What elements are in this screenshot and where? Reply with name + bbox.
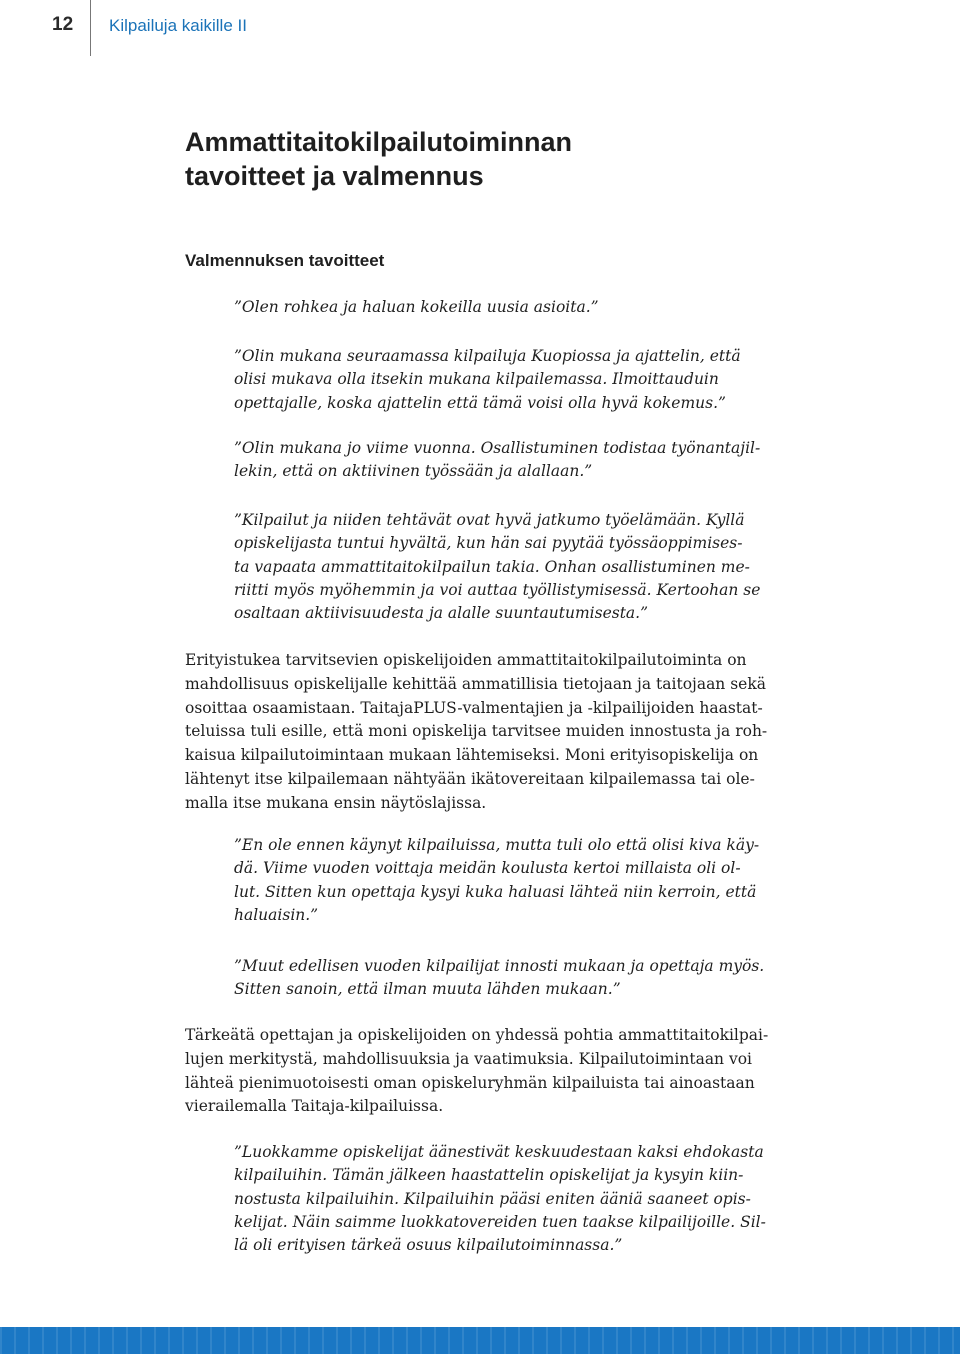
body-paragraph-1: Erityistukea tarvitsevien opiskelijoiden ammattitaitokilpailutoiminta on mahdollisuus opiskelijalle kehittää ammatillisia tietojaan ja taitojaan sekä osoittaa osaamistaan. TaitajaPLUS-valmentajien ja -kilpailijoiden haastat- teluissa tuli esille, että moni opiskelija tarvitsee muiden innostusta ja roh- kaisua kilpailutoimintaan mukaan lähtemiseksi. Moni erityisopiskelija on lähtenyt itse kilpailemaan nähtyään ikätovereitaan kilpailemassa tai ole- malla itse mukana ensin näytöslajissa.: [185, 651, 768, 812]
page-title-line-1: Ammattitaitokilpailutoiminnan: [185, 127, 573, 157]
body-paragraph-2: Tärkeätä opettajan ja opiskelijoiden on yhdessä pohtia ammattitaitokilpai- lujen merkitystä, mahdollisuuksia ja vaatimuksia. Kilpailutoimintaan voi lähteä pienimuotoisesti oman opiskeluryhmän kilpailuista tai ainoastaan vierailemalla Taitaja-kilpailuissa.: [185, 1026, 769, 1116]
quote-1: ”Olen rohkea ja haluan kokeilla uusia asioita.”: [234, 298, 599, 316]
footer-color-band: [0, 1327, 960, 1354]
quote-6: ”Muut edellisen vuoden kilpailijat innosti mukaan ja opettaja myös. Sitten sanoin, että ilman muuta lähden mukaan.”: [234, 957, 765, 999]
quote-3: ”Olin mukana jo viime vuonna. Osallistuminen todistaa työnantajil- lekin, että on aktiivinen työssään ja alallaan.”: [234, 439, 761, 481]
quote-7: ”Luokkamme opiskelijat äänestivät keskuudestaan kaksi ehdokasta kilpailuihin. Tämän jälkeen haastattelin opiskelijat ja kysyin kiin- nostusta kilpailuihin. Kilpailuihin pääsi eniten ääniä saaneet opis- kelijat. Näin saimme luokkatovereiden tuen taakse kilpailijoille. Sil- lä oli erityisen tärkeä osuus kilpailutoiminnassa.”: [234, 1143, 766, 1255]
running-title: Kilpailuja kaikille II: [109, 16, 247, 35]
section-heading: Valmennuksen tavoitteet: [185, 251, 385, 270]
quote-4: ”Kilpailut ja niiden tehtävät ovat hyvä jatkumo työelämään. Kyllä opiskelijasta tuntui hyvältä, kun hän sai pyytää työssäoppimises- ta vapaata ammattitaitokilpailun takia. Onhan osallistuminen me- riitti myös myöhemmin ja voi auttaa työllistymisessä. Kertoohan se osaltaan aktiivisuudesta ja alalle suuntautumisesta.”: [234, 511, 761, 623]
quote-2: ”Olin mukana seuraamassa kilpailuja Kuopiossa ja ajattelin, että olisi mukava olla itsekin mukana kilpailemassa. Ilmoittauduin opettajalle, koska ajattelin että tämä voisi olla hyvä kokemus.”: [234, 347, 741, 412]
page-title: [185, 125, 785, 193]
page-title-line-2: tavoitteet ja valmennus: [185, 161, 484, 191]
quote-5: ”En ole ennen käynyt kilpailuissa, mutta tuli olo että olisi kiva käy- dä. Viime vuoden voittaja meidän koulusta kertoi millaista oli ol- lut. Sitten kun opettaja kysyi kuka haluasi lähteä niin kerroin, että haluaisin.”: [234, 836, 760, 924]
header-divider: [90, 0, 91, 56]
page-number: 12: [52, 14, 74, 35]
